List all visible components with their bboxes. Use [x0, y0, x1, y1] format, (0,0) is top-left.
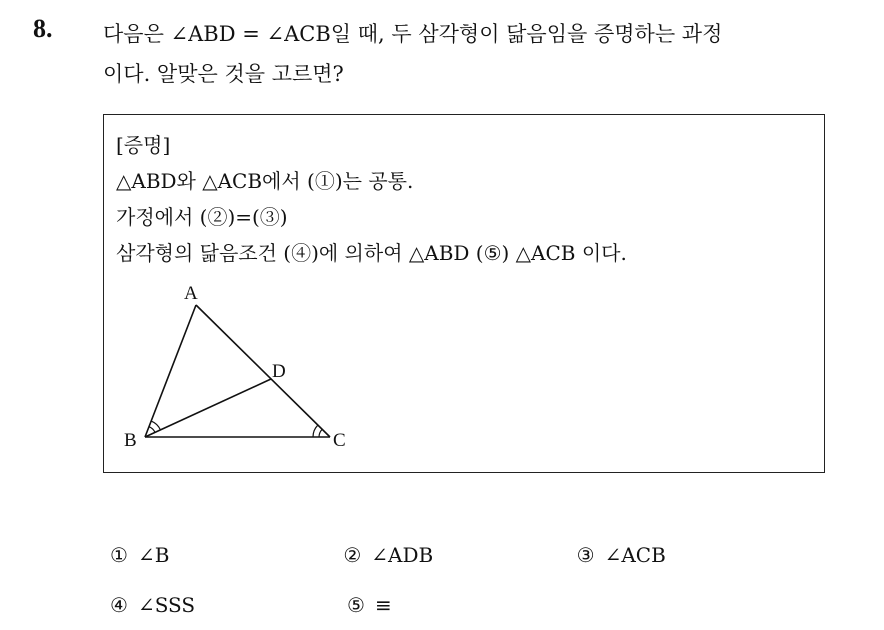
choice-text: ≡ [374, 593, 392, 617]
vertex-label-c: C [333, 430, 346, 451]
question-number: 8. [33, 14, 53, 43]
question-line-1: 다음은 ∠ABD = ∠ACB일 때, 두 삼각형이 닮음임을 증명하는 과정 [103, 22, 723, 46]
choice-text: ∠ADB [371, 543, 434, 567]
proof-line-conclusion: 삼각형의 닮음조건 (④)에 의하여 △ABD (⑤) △ACB 이다. [116, 241, 627, 265]
vertex-label-a: A [184, 283, 198, 304]
choice-row-2 [110, 580, 810, 630]
angle-mark-b-inner [149, 427, 155, 433]
proof-line-common-angle: △ABD와 △ACB에서 (①)는 공통. [116, 169, 414, 193]
choice-1[interactable] [110, 543, 343, 567]
vertex-label-b: B [124, 430, 137, 451]
choice-mark: ⑤ [347, 593, 365, 617]
question-line-2: 이다. 알맞은 것을 고르면? [103, 62, 344, 86]
choice-4[interactable] [110, 593, 347, 617]
choice-mark: ② [343, 543, 362, 567]
question-text [103, 14, 873, 94]
choice-mark: ① [110, 543, 128, 567]
choice-3[interactable] [577, 543, 810, 567]
proof-heading: [증명] [116, 133, 171, 157]
triangle-diagram [114, 275, 364, 465]
vertex-label-d: D [272, 361, 286, 382]
choice-row-1 [110, 530, 810, 580]
proof-box [103, 114, 825, 473]
choice-text: ∠ACB [604, 543, 666, 567]
angle-mark-c-inner [319, 429, 322, 437]
choice-5[interactable] [347, 593, 584, 617]
choice-text: ∠SSS [137, 593, 196, 617]
segment-ac [196, 305, 330, 437]
choice-text: ∠B [137, 543, 170, 567]
triangle-figure [114, 275, 364, 465]
answer-choices [110, 530, 810, 630]
angle-mark-c-outer [313, 425, 318, 437]
choice-mark: ③ [576, 543, 595, 567]
proof-line-assumption: 가정에서 (②)=(③) [116, 205, 288, 229]
choice-mark: ④ [110, 593, 128, 617]
proof-text [116, 127, 627, 271]
choice-2[interactable] [343, 543, 576, 567]
